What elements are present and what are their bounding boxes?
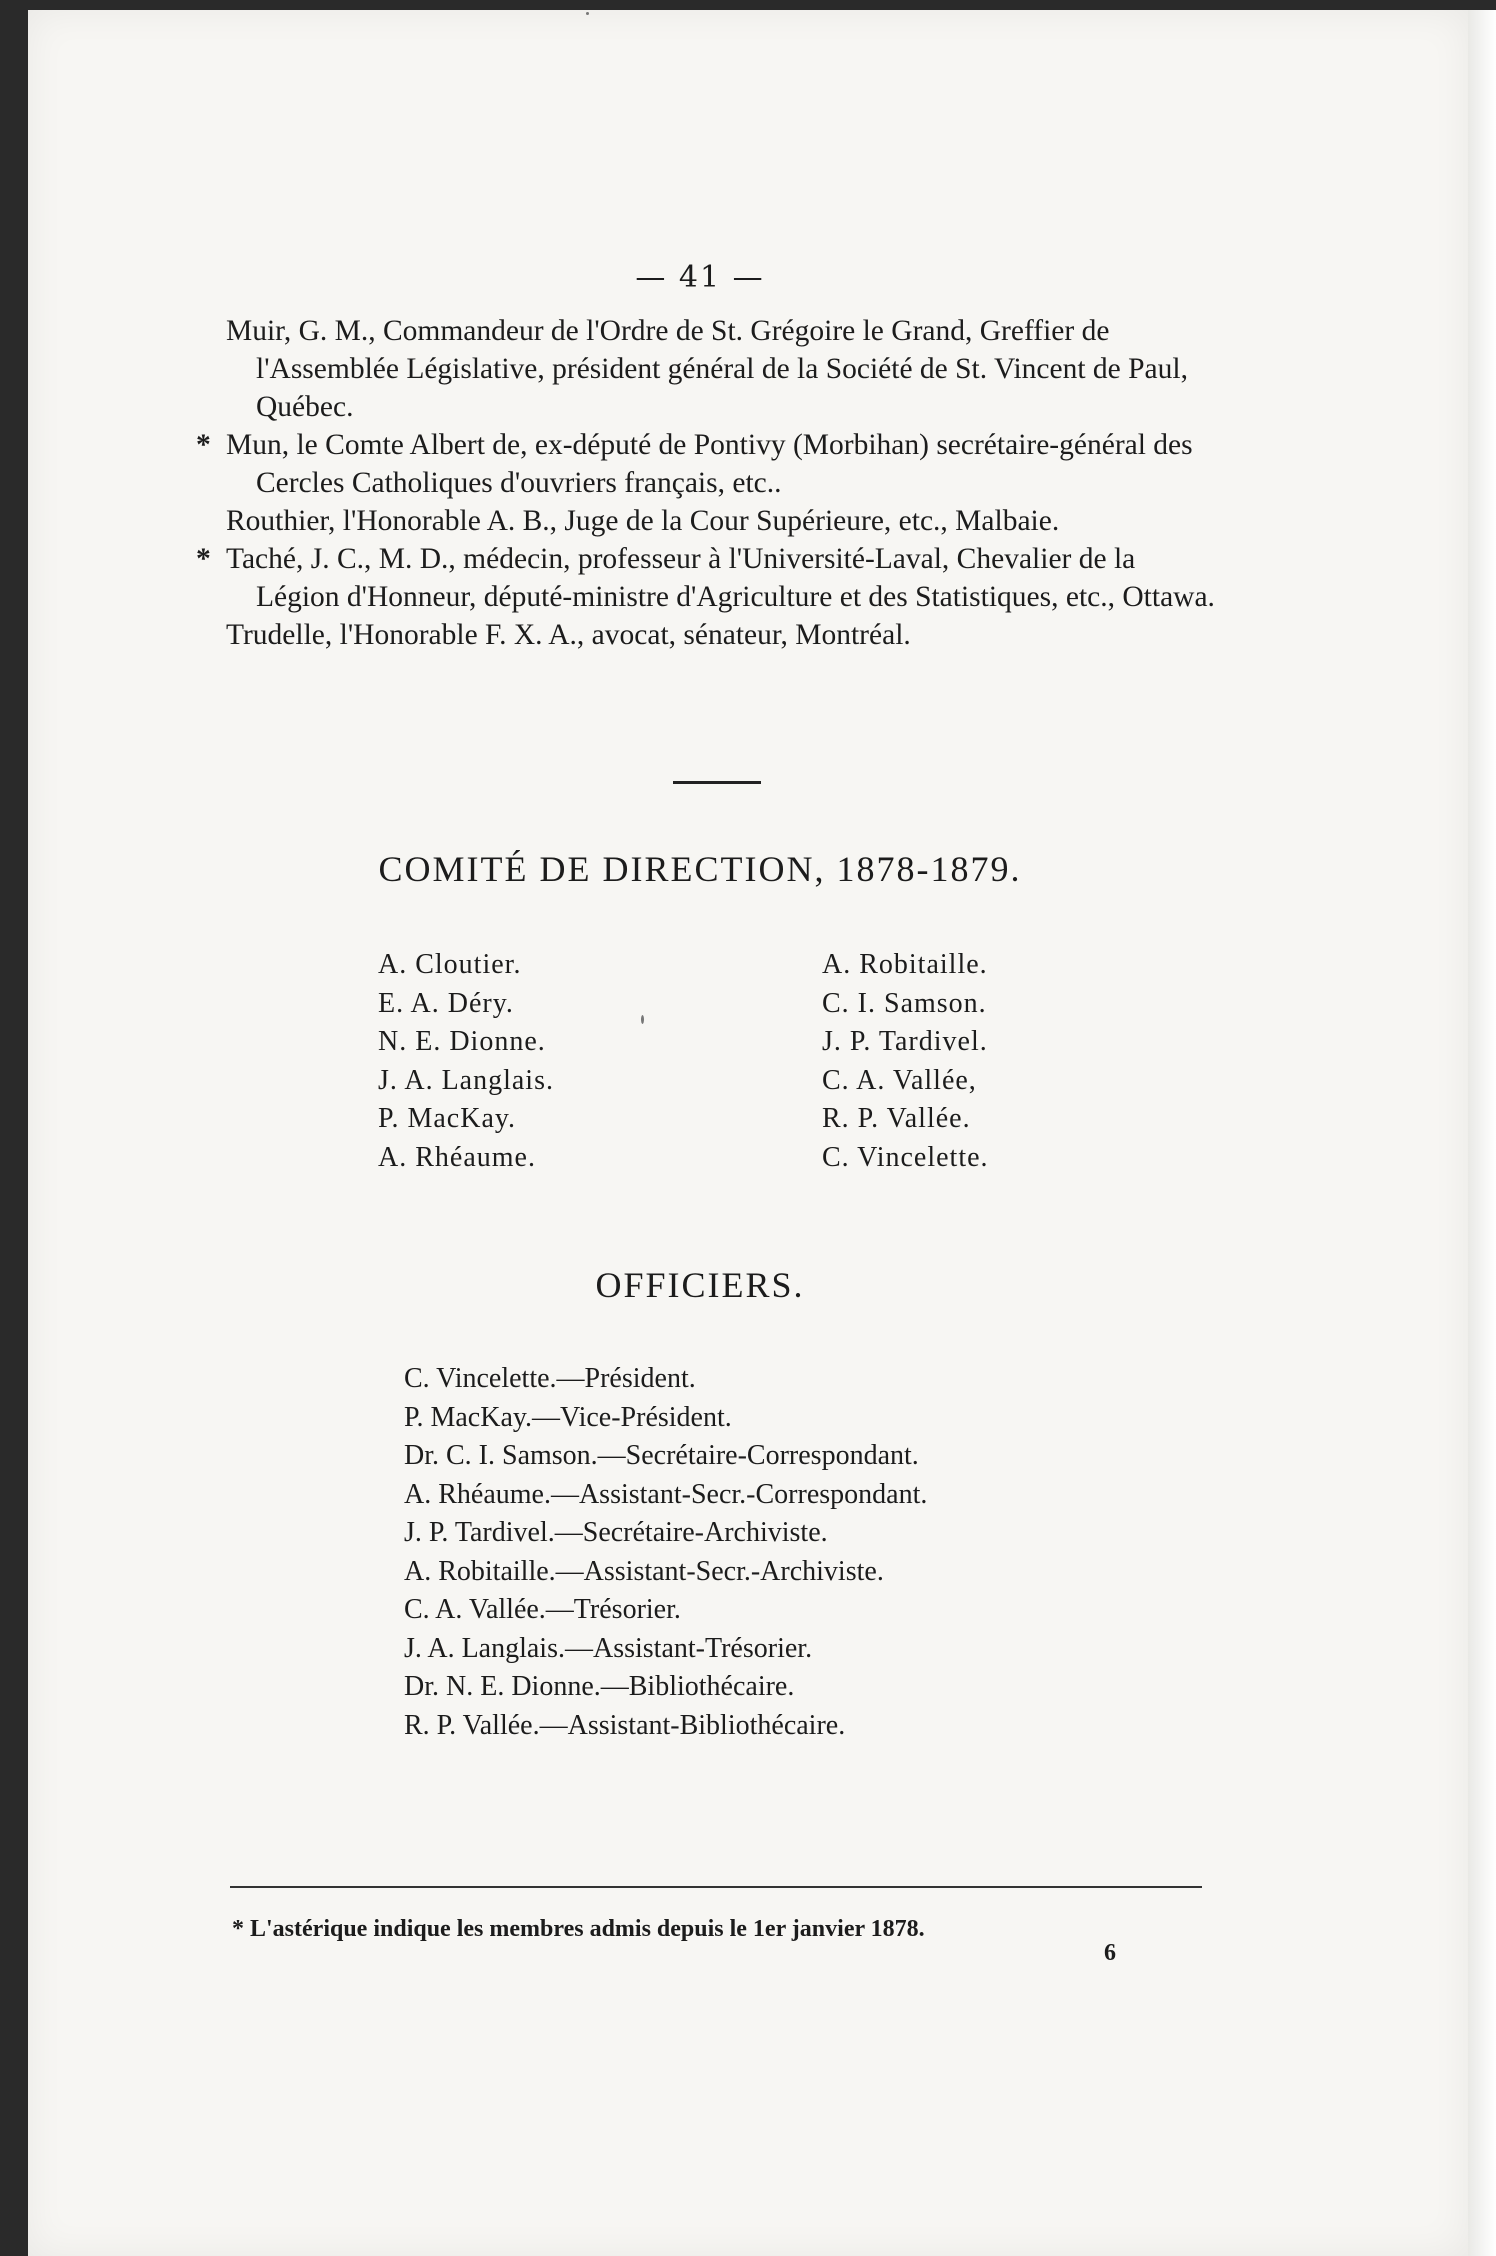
member-text: Trudelle, l'Honorable F. X. A., avocat, sénateur, Montréal. xyxy=(226,619,911,651)
member-text: Muir, G. M., Commandeur de l'Ordre de St. Grégoire le Grand, Greffier de l'Assemblée Législative, président général de la Société de St. Vincent de Paul, Québec. xyxy=(226,315,1188,423)
officer-entry: Dr. N. E. Dionne.—Bibliothécaire. xyxy=(404,1671,795,1702)
committee-member: C. A. Vallée, xyxy=(822,1064,977,1096)
member-text: Mun, le Comte Albert de, ex-député de Pontivy (Morbihan) secrétaire-général des Cercles Catholiques d'ouvriers français, etc.. xyxy=(226,429,1193,499)
officer-entry: A. Rhéaume.—Assistant-Secr.-Correspondant. xyxy=(404,1478,928,1510)
committee-member: A. Robitaille. xyxy=(822,949,988,980)
committee-member: C. Vincelette. xyxy=(822,1141,989,1173)
member-entry xyxy=(196,540,1226,616)
officers-heading: OFFICIERS. xyxy=(595,1265,805,1305)
committee-list-left xyxy=(378,946,554,1177)
committee-member: A. Cloutier. xyxy=(378,949,522,980)
committee-member: A. Rhéaume. xyxy=(378,1141,536,1173)
officer-entry: C. Vincelette.—Président. xyxy=(404,1363,696,1394)
officer-entry: J. A. Langlais.—Assistant-Trésorier. xyxy=(404,1632,813,1664)
member-list xyxy=(196,312,1226,654)
asterisk-mark: * xyxy=(196,543,211,575)
committee-member: J. P. Tardivel. xyxy=(822,1026,988,1057)
officer-entry: P. MacKay.—Vice-Président. xyxy=(404,1401,732,1433)
member-entry xyxy=(226,312,1226,426)
member-entry xyxy=(226,616,1226,654)
officer-entry: C. A. Vallée.—Trésorier. xyxy=(404,1594,681,1625)
committee-member: R. P. Vallée. xyxy=(822,1103,971,1134)
member-entry xyxy=(196,426,1226,502)
committee-heading: COMITÉ DE DIRECTION, 1878-1879. xyxy=(378,849,1022,889)
committee-member: N. E. Dionne. xyxy=(378,1026,546,1057)
committee-list-right xyxy=(822,946,989,1177)
footnote-rule xyxy=(230,1886,1202,1888)
officers-list xyxy=(404,1360,927,1745)
section-divider xyxy=(673,781,761,784)
signature-mark: 6 xyxy=(1104,1940,1116,1966)
page-number: — 41 — xyxy=(635,260,765,295)
committee-member: J. A. Langlais. xyxy=(378,1064,554,1096)
member-text: Routhier, l'Honorable A. B., Juge de la Cour Supérieure, etc., Malbaie. xyxy=(226,505,1060,537)
footnote: * L'astérique indique les membres admis depuis le 1er janvier 1878. xyxy=(232,1916,925,1942)
book-page xyxy=(28,10,1468,2256)
ink-speck xyxy=(586,12,589,15)
officer-entry: R. P. Vallée.—Assistant-Bibliothécaire. xyxy=(404,1709,846,1741)
member-entry xyxy=(226,502,1226,540)
officer-entry: J. P. Tardivel.—Secrétaire-Archiviste. xyxy=(404,1517,828,1548)
committee-member: C. I. Samson. xyxy=(822,987,987,1019)
member-text: Taché, J. C., M. D., médecin, professeur à l'Université-Laval, Chevalier de la Légion d'Honneur, député-ministre d'Agriculture et des Statistiques, etc., Ottawa. xyxy=(226,543,1215,613)
committee-member: P. MacKay. xyxy=(378,1103,517,1134)
officer-entry: Dr. C. I. Samson.—Secrétaire-Correspondant. xyxy=(404,1440,919,1471)
ink-speck xyxy=(641,1015,644,1024)
committee-member: E. A. Déry. xyxy=(378,987,514,1019)
asterisk-mark: * xyxy=(196,429,211,461)
page-edge xyxy=(1468,10,1496,2256)
officer-entry: A. Robitaille.—Assistant-Secr.-Archiviste. xyxy=(404,1555,884,1587)
